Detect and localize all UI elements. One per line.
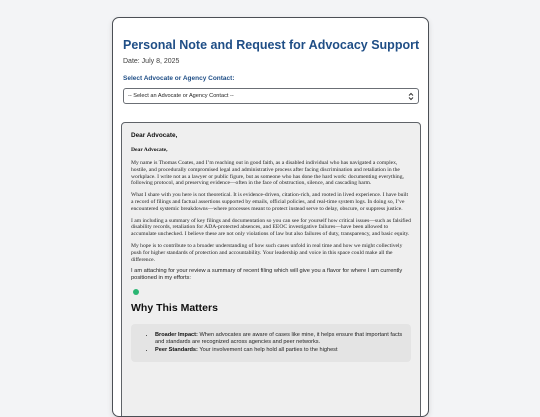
- note-date: Date: July 8, 2025: [123, 58, 180, 65]
- matters-list-item: [155, 332, 403, 345]
- chevron-updown-icon: [406, 90, 416, 102]
- letter-paragraph: My hope is to contribute to a broader understanding of how such cases unfold in real time and how we might collectively push for higher standards of protection and accountability. Your leadership and voice in this space could make all the difference.: [131, 242, 403, 263]
- why-this-matters-box: [131, 324, 411, 362]
- status-dot-icon: [133, 289, 139, 295]
- advocate-select-value: -- Select an Advocate or Agency Contact --: [128, 93, 234, 99]
- advocate-select[interactable]: [123, 88, 419, 104]
- advocate-select-label: Select Advocate or Agency Contact:: [123, 75, 235, 82]
- why-this-matters-heading: Why This Matters: [131, 302, 218, 315]
- bullet-label: Broader Impact:: [155, 332, 198, 339]
- letter-paragraph: I am including a summary of key filings and documentation so you can see for yourself how critical issues—such as falsified disability records, retaliation for ADA-protected absences, and EEOC investigative failures—have been allowed to accumulate unchecked. I believe these are not only violations of law but also failures of duty, transparency, and basic equity.: [131, 217, 411, 238]
- page-title: Personal Note and Request for Advocacy Support: [123, 38, 420, 52]
- letter-greeting: Dear Advocate,: [131, 132, 178, 139]
- advocacy-note-card: [112, 17, 429, 417]
- matters-list-item: [155, 347, 403, 354]
- letter-paragraph: What I share with you here is not theoretical. It is evidence-driven, citation-rich, and rooted in lived experience. I have built a record of filings and factual assertions supported by emails, official policies, and real-time system logs. In doing so, I’ve encountered systemic breakdowns—where processes meant to protect instead serve to delay, obscure, or suppress justice.: [131, 192, 409, 212]
- bullet-text: When advocates are aware of cases like mine, it helps ensure that important facts and standards are recognized across agencies and peer networks.: [155, 332, 403, 345]
- bullet-label: Peer Standards:: [155, 346, 198, 353]
- letter-greeting-serif: Dear Advocate,: [131, 147, 168, 153]
- letter-body[interactable]: [121, 122, 421, 417]
- bullet-text: Your involvement can help hold all parties to the highest: [199, 346, 338, 353]
- matters-list: [147, 332, 403, 353]
- attachment-note: I am attaching for your review a summary of recent filing which will give you a flavor for where I am currently positioned in my efforts:: [131, 268, 403, 282]
- letter-paragraph: My name is Thomas Coates, and I’m reaching out in good faith, as a disabled individual who has navigated a complex, hostile, and procedurally compromised legal and administrative process after facing discrimination and retaliation in the workplace. I write not as a lawyer or public figure, but as someone who has done the hard work: documenting everything, following protocol, and preserving evidence—often in the face of obstruction, silence, and cascading harm.: [131, 160, 404, 187]
